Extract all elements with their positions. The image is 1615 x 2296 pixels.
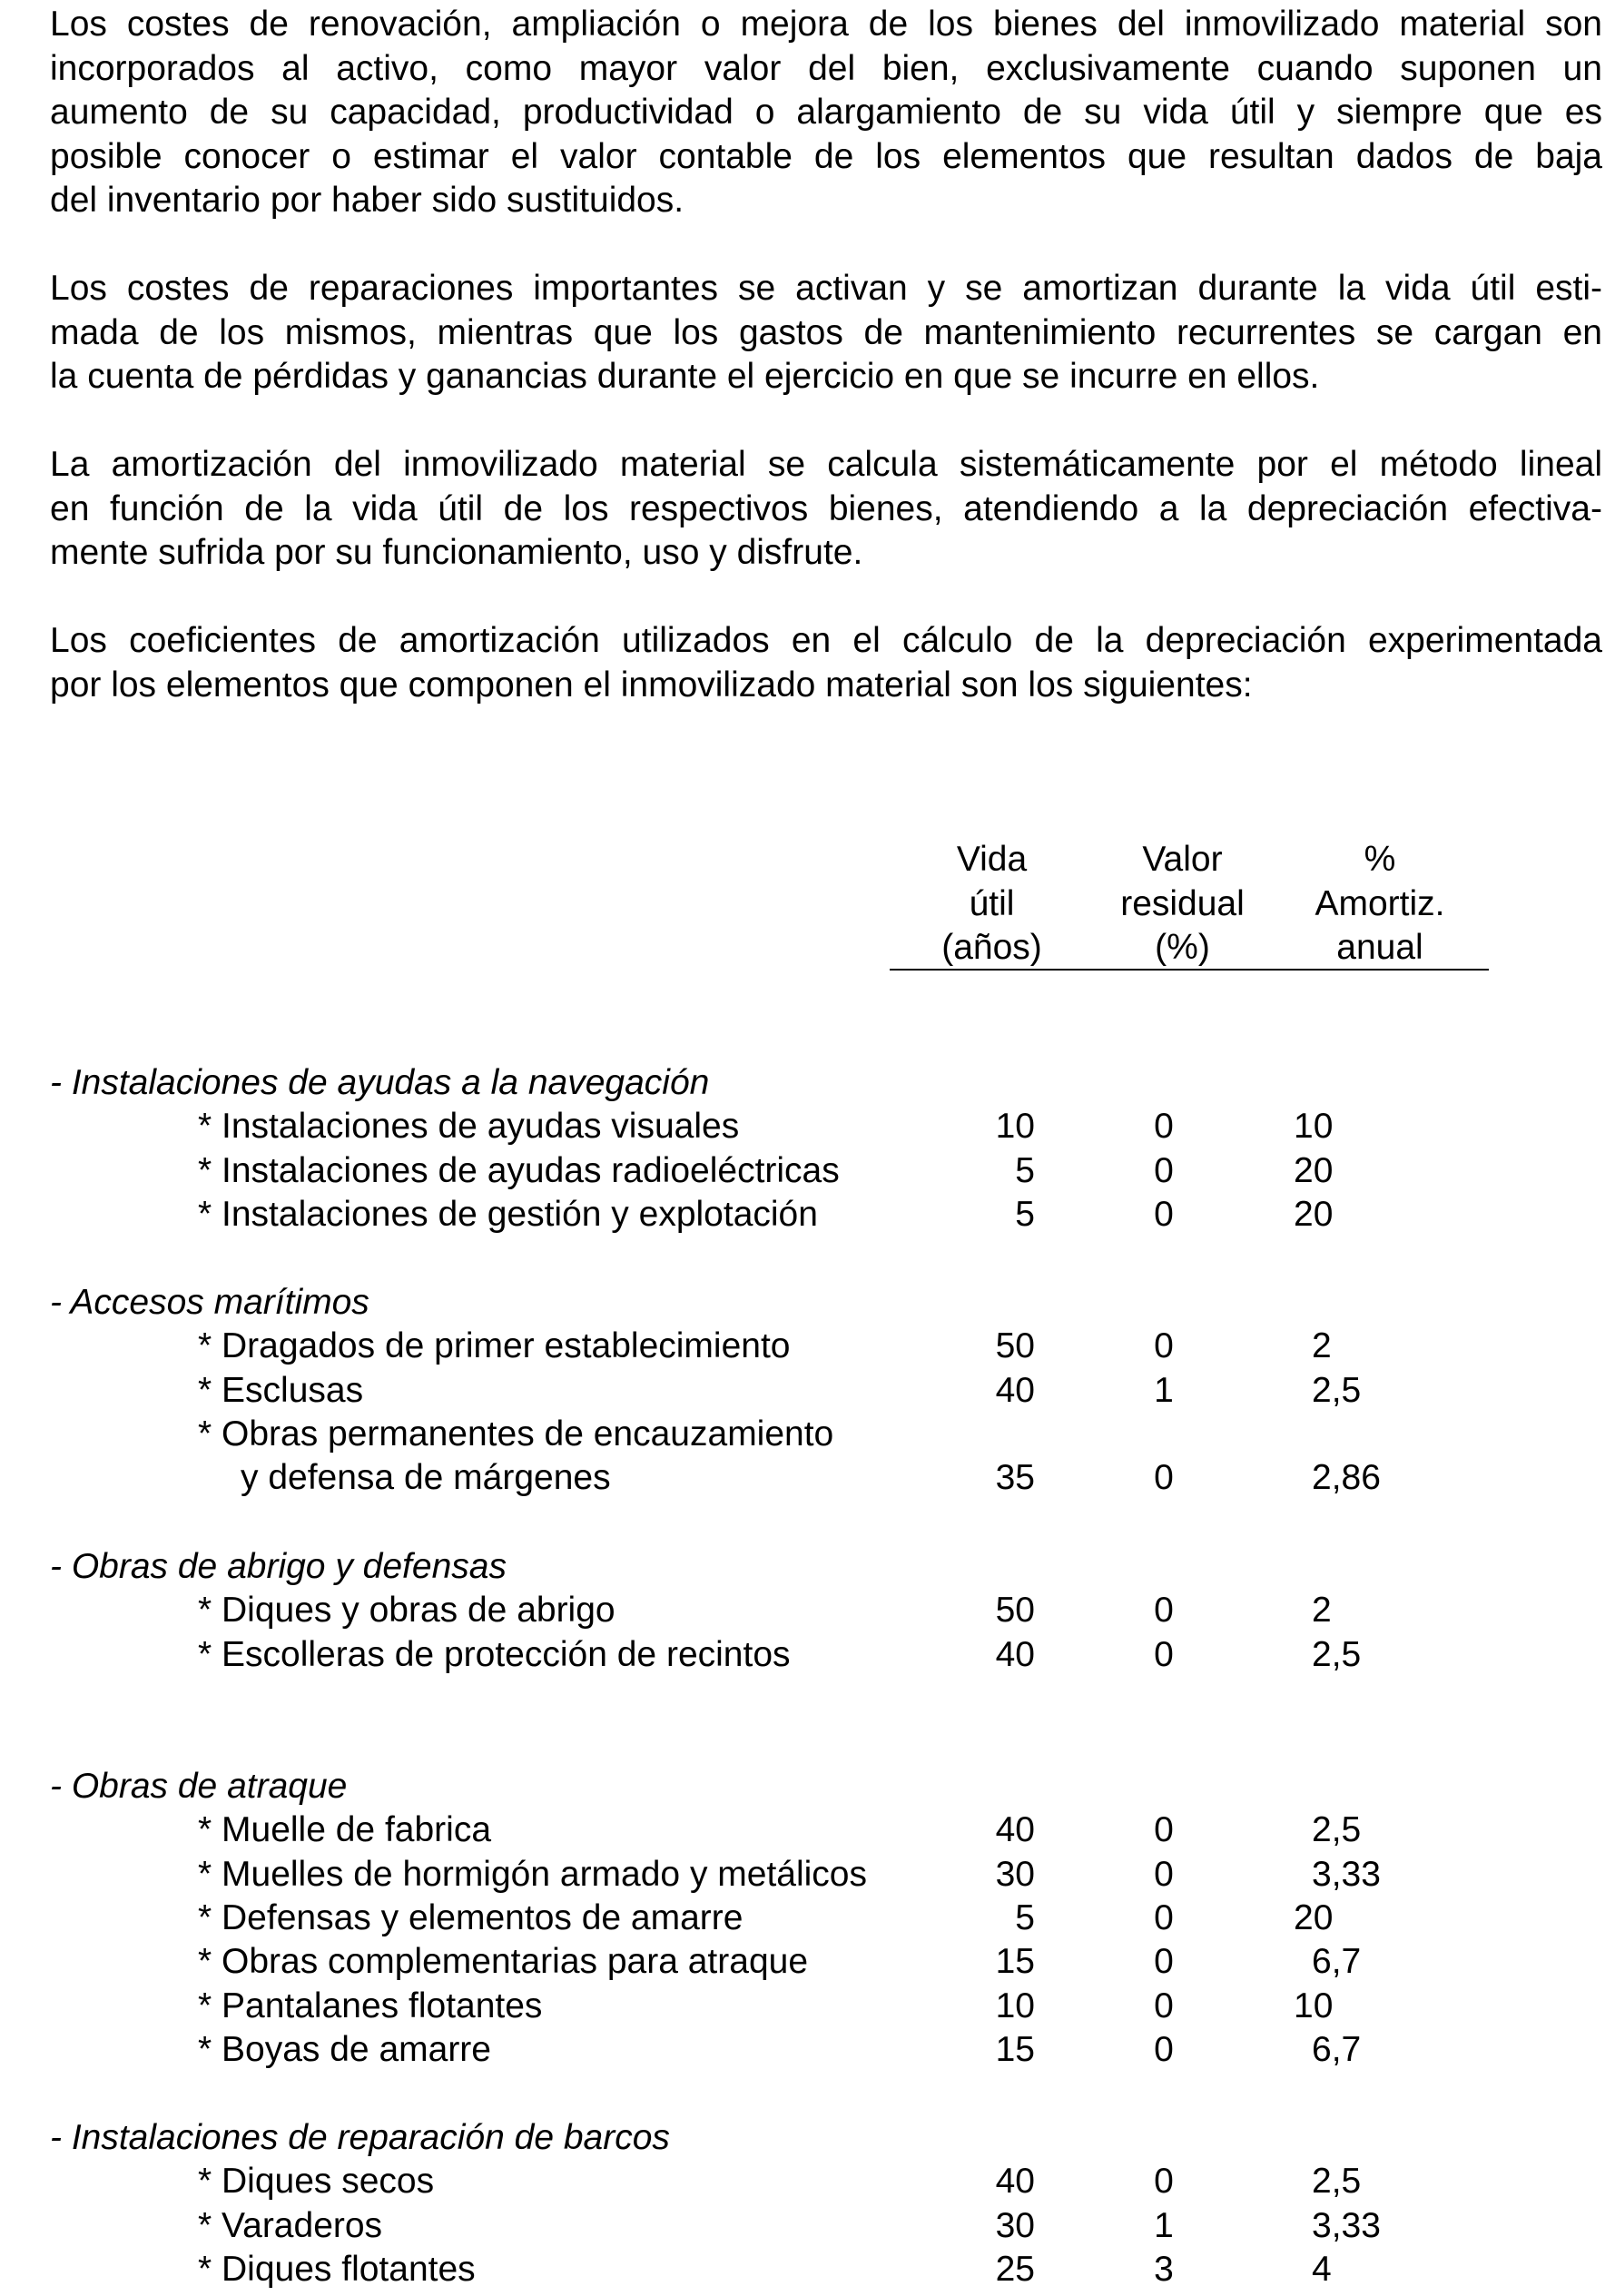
cell-vida-util: 35 — [995, 1458, 1035, 1498]
cell-amortizacion-anual: 3,33 — [1312, 1854, 1381, 1894]
paragraph-line: incorporados al activo, como mayor valor del bien, exclusivamente cuando suponen un — [50, 48, 1602, 88]
paragraph-line: Los costes de reparaciones importantes se activan y se amortizan durante la vida útil esti- — [50, 269, 1602, 308]
paragraph-line: la cuenta de pérdidas y ganancias durante el ejercicio en que se incurre en ellos. — [50, 357, 1320, 396]
row-label: * Esclusas — [198, 1370, 364, 1410]
cell-valor-residual: 0 — [1154, 1854, 1174, 1894]
cell-valor-residual: 0 — [1154, 1942, 1174, 1982]
cell-valor-residual: 0 — [1154, 1458, 1174, 1498]
cell-valor-residual: 0 — [1154, 1986, 1174, 2025]
row-label: y defensa de márgenes — [241, 1458, 611, 1498]
cell-vida-util: 50 — [995, 1591, 1035, 1631]
header-line: Vida — [956, 840, 1028, 879]
paragraph-line: mente sufrida por su funcionamiento, uso y disfrute. — [50, 533, 863, 572]
section-title: - Obras de atraque — [50, 1767, 348, 1806]
cell-vida-util: 5 — [1015, 1150, 1035, 1190]
column-header-valor-residual — [1103, 838, 1262, 971]
cell-valor-residual: 1 — [1154, 2205, 1174, 2245]
cell-vida-util: 5 — [1015, 1897, 1035, 1937]
section-title: - Instalaciones de reparación de barcos — [50, 2118, 670, 2157]
cell-valor-residual: 0 — [1154, 2162, 1174, 2202]
cell-vida-util: 30 — [995, 2205, 1035, 2245]
cell-amortizacion-anual: 2,5 — [1312, 1370, 1362, 1410]
row-label: * Muelle de fabrica — [198, 1810, 492, 1850]
cell-valor-residual: 0 — [1154, 1107, 1174, 1147]
row-label: * Muelles de hormigón armado y metálicos — [198, 1854, 868, 1894]
cell-valor-residual: 0 — [1154, 1634, 1174, 1674]
cell-vida-util: 15 — [995, 2029, 1035, 2069]
cell-amortizacion-anual: 6,7 — [1312, 2029, 1362, 2069]
cell-vida-util: 40 — [995, 2162, 1035, 2202]
header-line: residual — [1120, 883, 1245, 923]
row-label: * Obras permanentes de encauzamiento — [198, 1414, 834, 1453]
paragraph-line: Los coeficientes de amortización utilizados en el cálculo de la depreciación experimentada — [50, 621, 1602, 660]
cell-valor-residual: 0 — [1154, 1150, 1174, 1190]
cell-valor-residual: 0 — [1154, 2029, 1174, 2069]
header-line: (%) — [1155, 928, 1210, 967]
header-line: Valor — [1142, 840, 1223, 879]
cell-amortizacion-anual: 4 — [1312, 2249, 1332, 2289]
header-underline — [890, 969, 1489, 971]
paragraph-repair-costs — [50, 267, 1602, 399]
header-line: anual — [1336, 928, 1423, 967]
header-line: % — [1364, 840, 1396, 879]
cell-amortizacion-anual: 2,5 — [1312, 1634, 1362, 1674]
cell-valor-residual: 0 — [1154, 1810, 1174, 1850]
cell-vida-util: 30 — [995, 1854, 1035, 1894]
cell-amortizacion-anual: 2,5 — [1312, 1810, 1362, 1850]
cell-vida-util: 40 — [995, 1634, 1035, 1674]
cell-amortizacion-anual: 2 — [1312, 1591, 1332, 1631]
cell-amortizacion-anual: 20 — [1294, 1150, 1334, 1190]
cell-vida-util: 25 — [995, 2249, 1035, 2289]
cell-valor-residual: 1 — [1154, 1370, 1174, 1410]
header-line: Amortiz. — [1315, 883, 1445, 923]
paragraph-line: en función de la vida útil de los respectivos bienes, atendiendo a la depreciación efectiva- — [50, 488, 1602, 528]
row-label: * Instalaciones de ayudas radioeléctricas — [198, 1150, 840, 1190]
cell-vida-util: 10 — [995, 1107, 1035, 1147]
cell-valor-residual: 0 — [1154, 1591, 1174, 1631]
cell-vida-util: 40 — [995, 1810, 1035, 1850]
paragraph-depreciation-method — [50, 443, 1602, 576]
cell-amortizacion-anual: 10 — [1294, 1986, 1334, 2025]
row-label: * Pantalanes flotantes — [198, 1986, 543, 2025]
cell-amortizacion-anual: 2 — [1312, 1326, 1332, 1366]
cell-valor-residual: 0 — [1154, 1326, 1174, 1366]
cell-amortizacion-anual: 2,5 — [1312, 2162, 1362, 2202]
column-header-amortizacion-anual — [1294, 838, 1466, 971]
paragraph-line: del inventario por haber sido sustituidos. — [50, 181, 684, 220]
row-label: * Obras complementarias para atraque — [198, 1942, 809, 1982]
section-title: - Accesos marítimos — [50, 1283, 369, 1322]
paragraph-line: Los costes de renovación, ampliación o mejora de los bienes del inmovilizado material son — [50, 5, 1602, 44]
cell-amortizacion-anual: 3,33 — [1312, 2205, 1381, 2245]
cell-amortizacion-anual: 20 — [1294, 1194, 1334, 1234]
cell-valor-residual: 3 — [1154, 2249, 1174, 2289]
cell-amortizacion-anual: 10 — [1294, 1107, 1334, 1147]
cell-amortizacion-anual: 20 — [1294, 1897, 1334, 1937]
cell-amortizacion-anual: 6,7 — [1312, 1942, 1362, 1982]
row-label: * Diques y obras de abrigo — [198, 1591, 615, 1631]
cell-amortizacion-anual: 2,86 — [1312, 1458, 1381, 1498]
row-label: * Boyas de amarre — [198, 2029, 491, 2069]
paragraph-line: La amortización del inmovilizado material se calcula sistemáticamente por el método lineal — [50, 445, 1602, 484]
cell-valor-residual: 0 — [1154, 1897, 1174, 1937]
row-label: * Escolleras de protección de recintos — [198, 1634, 791, 1674]
cell-vida-util: 50 — [995, 1326, 1035, 1366]
paragraph-line: aumento de su capacidad, productividad o alargamiento de su vida útil y siempre que es — [50, 93, 1602, 132]
row-label: * Varaderos — [198, 2205, 383, 2245]
paragraph-line: mada de los mismos, mientras que los gastos de mantenimiento recurrentes se cargan en — [50, 312, 1602, 352]
cell-vida-util: 15 — [995, 1942, 1035, 1982]
section-title: - Instalaciones de ayudas a la navegación — [50, 1063, 710, 1102]
row-label: * Instalaciones de ayudas visuales — [198, 1107, 740, 1147]
row-label: * Diques secos — [198, 2162, 435, 2202]
paragraph-coefficients-intro — [50, 619, 1602, 707]
header-line: útil — [969, 883, 1015, 923]
cell-valor-residual: 0 — [1154, 1194, 1174, 1234]
cell-vida-util: 5 — [1015, 1194, 1035, 1234]
section-title: - Obras de abrigo y defensas — [50, 1547, 507, 1586]
row-label: * Dragados de primer establecimiento — [198, 1326, 791, 1366]
cell-vida-util: 10 — [995, 1986, 1035, 2025]
header-line: (años) — [941, 928, 1042, 967]
column-header-vida-util — [917, 838, 1067, 971]
paragraph-line: posible conocer o estimar el valor contable de los elementos que resultan dados de baja — [50, 136, 1602, 176]
row-label: * Diques flotantes — [198, 2249, 476, 2289]
cell-vida-util: 40 — [995, 1370, 1035, 1410]
row-label: * Defensas y elementos de amarre — [198, 1897, 743, 1937]
row-label: * Instalaciones de gestión y explotación — [198, 1194, 818, 1234]
paragraph-line: por los elementos que componen el inmovilizado material son los siguientes: — [50, 665, 1253, 705]
paragraph-renovation-costs — [50, 3, 1602, 223]
